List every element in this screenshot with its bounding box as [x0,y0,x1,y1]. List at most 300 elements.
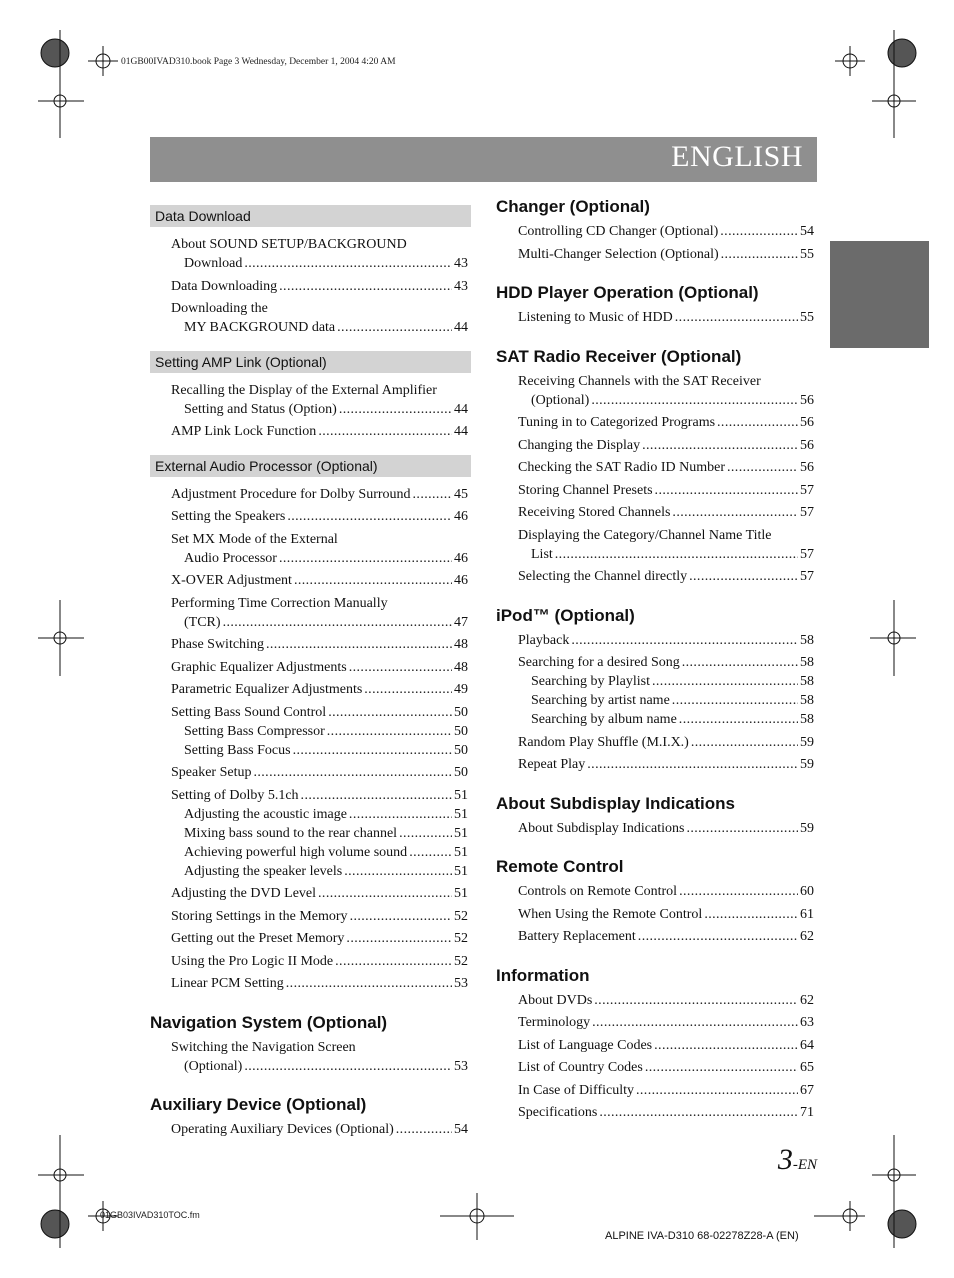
toc-page-number: 50 [454,723,468,739]
dot-leader [642,436,798,455]
toc-entry[interactable] [496,653,816,672]
toc-entry-row [518,991,816,1010]
toc-entry[interactable] [496,991,816,1010]
toc-page-number: 64 [800,1037,814,1053]
dot-leader [655,481,798,500]
toc-entry-row [171,613,471,632]
toc-entry-title: Setting the Speakers [171,509,286,524]
toc-entry-row [518,1036,816,1055]
toc-page-number: 51 [454,806,468,822]
toc-entry-row [171,507,471,526]
toc-entry[interactable] [150,1120,471,1139]
toc-entry-title-cont: Setting and Status (Option) [184,401,337,417]
toc-entry[interactable] [496,905,816,924]
toc-page-number: 57 [800,505,814,520]
toc-page-number: 44 [454,401,468,417]
toc-entry[interactable] [150,571,471,590]
dot-leader [720,222,798,241]
toc-entry-title-cont: List [531,546,553,562]
dot-leader [223,613,452,632]
dot-leader [294,571,452,590]
dot-leader [301,786,452,805]
toc-page-number: 50 [454,742,468,758]
toc-entry[interactable] [150,594,471,632]
toc-entry-title: Controls on Remote Control [518,884,678,899]
toc-page-number: 46 [454,550,468,566]
toc-entry-row [518,436,816,455]
toc-entry[interactable] [496,372,816,410]
toc-entry-row [171,680,471,699]
toc-right-column [496,197,816,1128]
toc-entry-row [171,254,471,273]
toc-entry-row [184,741,471,760]
section-heading: HDD Player Operation (Optional) [496,283,759,302]
toc-page-number: 59 [800,757,814,772]
toc-entry-title-cont: Download [184,256,243,271]
toc-entry-row [184,862,471,881]
toc-entry-row [531,710,816,729]
toc-entry[interactable] [496,413,816,432]
toc-entry-title: Setting Bass Sound Control [171,704,327,720]
toc-entry[interactable] [496,308,816,327]
toc-entry-row [171,907,471,926]
dot-leader [675,308,798,327]
toc-page-number: 51 [454,787,468,803]
toc-page-number: 60 [800,884,814,899]
toc-entry-title: Searching by artist name [531,693,670,708]
toc-entry-list [150,1119,471,1145]
toc-entry-row [531,691,816,710]
toc-entry-title: When Using the Remote Control [518,906,703,922]
section-heading: Setting AMP Link (Optional) [150,351,471,373]
toc-entry-title: Setting Bass Compressor [184,723,325,739]
toc-entry-row [518,819,816,838]
toc-entry-list [150,227,471,343]
toc-entry-row [518,1058,816,1077]
page-number-value: 3 [777,1143,793,1176]
toc-entry[interactable] [496,1058,816,1077]
toc-page-number: 43 [454,256,468,271]
toc-entry[interactable] [150,680,471,699]
toc-entry[interactable] [496,755,816,774]
toc-entry-title: Terminology [518,1015,591,1030]
toc-entry-title-cont: Audio Processor [184,550,277,566]
toc-entry-title: Getting out the Preset Memory [171,931,345,946]
dot-leader [672,503,798,522]
dot-leader [592,1013,798,1032]
dot-leader [654,1036,798,1055]
toc-entry-title: About Subdisplay Indications [518,820,685,836]
toc-entry[interactable] [150,299,471,337]
toc-entry-row [171,1120,471,1139]
toc-page-number: 52 [454,908,468,924]
toc-entry[interactable] [150,1038,471,1076]
toc-entry-row [171,929,471,948]
page-number-suffix: -EN [792,1157,817,1173]
toc-entry-row [518,733,816,752]
dot-leader [293,741,452,760]
toc-entry-row [171,974,471,993]
dot-leader [287,507,452,526]
toc-entry[interactable] [150,635,471,654]
toc-entry[interactable] [150,381,471,419]
toc-page-number: 51 [454,863,468,879]
toc-entry-title: Using the Pro Logic II Mode [171,953,334,969]
toc-entry[interactable] [150,805,471,824]
toc-entry[interactable] [150,974,471,993]
toc-entry[interactable] [496,733,816,752]
toc-entry[interactable] [496,1081,816,1100]
toc-entry-list [150,477,471,999]
toc-entry-row [518,1103,816,1122]
dot-leader [328,703,452,722]
toc-entry-row [518,1081,816,1100]
toc-page-number: 51 [454,825,468,841]
toc-entry[interactable] [496,819,816,838]
toc-entry-row [171,549,471,568]
toc-entry-title: Phase Switching [171,637,264,652]
toc-entry-list [496,307,816,333]
section-heading: Information [496,965,590,985]
toc-page-number: 44 [454,320,468,335]
toc-entry[interactable] [150,763,471,782]
toc-entry-row [171,318,471,337]
toc-entry-title: Adjusting the acoustic image [184,806,347,822]
toc-entry-title: Receiving Channels with the SAT Receiver [518,373,761,389]
toc-entry-title: Data Downloading [171,278,278,294]
toc-entry-row [518,413,816,432]
toc-entry-row [184,805,471,824]
dot-leader [335,952,452,971]
toc-page-number: 71 [800,1105,814,1120]
toc-page-number: 49 [454,682,468,697]
toc-page-number: 48 [454,659,468,675]
dot-leader [346,929,452,948]
toc-entry-row [518,391,816,410]
toc-page-number: 58 [800,693,814,708]
toc-entry-title: Searching by Playlist [531,674,650,689]
dot-leader [253,763,452,782]
toc-entry[interactable] [496,631,816,650]
section-heading: iPod™ (Optional) [496,605,635,625]
toc-page-number: 56 [800,392,814,408]
dot-leader [686,819,798,838]
toc-entry[interactable] [150,530,471,568]
toc-entry-title: Speaker Setup [171,765,252,780]
toc-entry-title: Linear PCM Setting [171,976,284,991]
toc-page-number: 47 [454,614,468,630]
dot-leader [682,653,798,672]
toc-page-number: 67 [800,1082,814,1098]
toc-entry[interactable] [150,703,471,722]
toc-entry-title: Selecting the Channel directly [518,569,688,584]
toc-entry-title: Switching the Navigation Screen [171,1039,356,1055]
toc-page-number: 61 [800,906,814,922]
book-info-line: 01GB00IVAD310.book Page 3 Wednesday, December 1, 2004 4:20 AM [121,57,396,67]
toc-entry-row [184,722,471,741]
dot-leader [244,1057,452,1076]
dot-leader [349,805,452,824]
toc-entry-row [518,458,816,477]
toc-page-number: 57 [800,482,814,498]
dot-leader [571,631,798,650]
toc-page-number: 54 [454,1122,468,1137]
toc-entry-row [518,222,816,241]
dot-leader [727,458,798,477]
toc-entry-row [518,308,816,327]
dot-leader [399,824,452,843]
dot-leader [587,755,798,774]
toc-entry-row [171,1057,471,1076]
toc-entry-row [171,952,471,971]
toc-entry-title: Multi-Changer Selection (Optional) [518,246,719,262]
toc-entry[interactable] [496,882,816,901]
toc-left-column [150,197,471,1145]
toc-entry-row [518,481,816,500]
toc-entry[interactable] [150,741,471,760]
toc-page-number: 52 [454,953,468,969]
toc-entry-title: Parametric Equalizer Adjustments [171,682,363,697]
toc-entry-title: Tuning in to Categorized Programs [518,415,716,430]
section-heading: Remote Control [496,857,624,876]
toc-entry-title: About SOUND SETUP/BACKGROUND [171,237,407,252]
toc-entry-row [171,400,471,419]
dot-leader [409,843,452,862]
toc-entry-title: List of Country Codes [518,1060,643,1075]
dot-leader [339,400,452,419]
toc-entry[interactable] [496,526,816,564]
toc-entry-row [171,422,471,441]
toc-entry[interactable] [150,658,471,677]
banner-title: ENGLISH [671,140,803,173]
toc-entry[interactable] [496,481,816,500]
toc-page-number: 59 [800,734,814,750]
toc-page-number: 50 [454,704,468,720]
toc-entry[interactable] [496,1036,816,1055]
toc-entry-row [184,824,471,843]
toc-entry-row [184,843,471,862]
toc-page-number: 57 [800,546,814,562]
toc-entry[interactable] [150,507,471,526]
toc-entry-title: Playback [518,632,570,648]
toc-page-number: 62 [800,929,814,944]
toc-entry[interactable] [150,422,471,441]
toc-entry-title: Checking the SAT Radio ID Number [518,460,725,475]
toc-entry-title: Performing Time Correction Manually [171,595,388,611]
dot-leader [721,245,798,264]
toc-page-number: 55 [800,246,814,262]
toc-entry-row [518,755,816,774]
toc-entry-title: Battery Replacement [518,929,636,944]
toc-page-number: 57 [800,569,814,584]
toc-entry[interactable] [150,884,471,903]
toc-entry[interactable] [150,485,471,504]
toc-entry-row [171,786,471,805]
toc-entry[interactable] [496,567,816,586]
model-line: ALPINE IVA-D310 68-02278Z28-A (EN) [605,1230,799,1242]
toc-entry-row [518,882,816,901]
toc-entry-title: Set MX Mode of the External [171,531,338,547]
toc-entry-title: Storing Settings in the Memory [171,908,348,924]
dot-leader [318,884,452,903]
toc-entry-row [171,658,471,677]
toc-page-number: 56 [800,415,814,430]
toc-page-number: 46 [454,509,468,524]
toc-entry-list [150,373,471,447]
toc-entry[interactable] [150,277,471,296]
toc-page-number: 44 [454,424,468,439]
dot-leader [591,391,798,410]
toc-entry-title: Searching for a desired Song [518,655,680,670]
dot-leader [337,318,452,337]
toc-entry[interactable] [150,862,471,881]
section-heading: Navigation System (Optional) [150,1012,388,1032]
toc-entry-title: Operating Auxiliary Devices (Optional) [171,1122,394,1137]
toc-entry[interactable] [150,824,471,843]
toc-entry[interactable] [150,722,471,741]
dot-leader [344,862,452,881]
toc-page-number: 58 [800,655,814,670]
section-heading: Data Download [150,205,471,227]
dot-leader [244,254,452,273]
side-index-tab [830,241,929,348]
dot-leader [689,567,798,586]
toc-entry-title-cont: MY BACKGROUND data [184,320,336,335]
toc-page-number: 55 [800,310,814,325]
dot-leader [717,413,798,432]
toc-entry-title: Achieving powerful high volume sound [184,844,408,860]
dot-leader [555,545,798,564]
toc-entry-row [518,905,816,924]
toc-entry-row [518,245,816,264]
toc-entry-title: Specifications [518,1105,598,1120]
toc-entry-row [518,503,816,522]
toc-entry-title: Listening to Music of HDD [518,310,673,325]
toc-entry-row [518,1013,816,1032]
toc-entry[interactable] [150,235,471,273]
toc-entry[interactable] [150,907,471,926]
toc-entry[interactable] [496,436,816,455]
toc-page-number: 50 [454,765,468,780]
dot-leader [266,635,452,654]
toc-entry-row [171,635,471,654]
toc-entry[interactable] [496,1013,816,1032]
toc-entry-row [171,277,471,296]
toc-entry[interactable] [496,245,816,264]
toc-entry[interactable] [150,786,471,805]
dot-leader [599,1103,798,1122]
toc-entry-title: List of Language Codes [518,1037,653,1053]
toc-page-number: 54 [800,224,814,239]
toc-entry-row [171,571,471,590]
toc-entry-title-cont: (TCR) [184,614,221,630]
toc-page-number: 51 [454,886,468,901]
toc-page-number: 59 [800,820,814,836]
dot-leader [413,485,452,504]
toc-entry-row [518,927,816,946]
toc-entry-title: About DVDs [518,992,593,1008]
toc-entry[interactable] [150,843,471,862]
toc-entry-title: X-OVER Adjustment [171,573,292,588]
dot-leader [350,907,452,926]
toc-entry-row [518,567,816,586]
toc-page-number: 56 [800,460,814,475]
toc-page-number: 53 [454,1058,468,1074]
toc-entry-title: Receiving Stored Channels [518,505,671,520]
dot-leader [396,1120,452,1139]
section-heading: About Subdisplay Indications [496,793,735,813]
dot-leader [679,882,798,901]
toc-entry-list [496,371,816,592]
toc-entry[interactable] [496,458,816,477]
dot-leader [672,691,798,710]
toc-entry-title: Setting Bass Focus [184,742,291,758]
toc-page-number: 58 [800,632,814,648]
toc-entry-row [531,672,816,691]
dot-leader [691,733,798,752]
dot-leader [638,927,798,946]
toc-entry-row [171,763,471,782]
toc-entry-title: Adjustment Procedure for Dolby Surround [171,486,411,502]
toc-entry-title: Displaying the Category/Channel Name Title [518,527,772,543]
toc-entry-row [518,631,816,650]
toc-entry[interactable] [496,710,816,729]
dot-leader [364,680,452,699]
toc-page-number: 53 [454,976,468,991]
dot-leader [286,974,452,993]
toc-page-number: 43 [454,278,468,294]
toc-entry[interactable] [496,672,816,691]
toc-entry-title: Storing Channel Presets [518,482,653,498]
toc-entry[interactable] [150,929,471,948]
toc-entry[interactable] [496,222,816,241]
dot-leader [652,672,798,691]
toc-entry-row [518,653,816,672]
toc-page-number: 65 [800,1060,814,1075]
toc-entry-title: Searching by album name [531,712,677,727]
toc-entry[interactable] [496,503,816,522]
toc-entry-title: Graphic Equalizer Adjustments [171,659,347,675]
toc-entry-list [496,221,816,269]
toc-entry-title: Changing the Display [518,437,641,453]
dot-leader [679,710,798,729]
section-heading: SAT Radio Receiver (Optional) [496,346,742,366]
toc-entry[interactable] [496,691,816,710]
toc-entry-title: Controlling CD Changer (Optional) [518,224,719,239]
page-number [778,1143,817,1177]
toc-entry-title: Repeat Play [518,757,586,772]
dot-leader [704,905,798,924]
toc-entry-title: Mixing bass sound to the rear channel [184,825,398,841]
toc-entry-title: Recalling the Display of the External Amplifier [171,382,437,398]
section-heading: Changer (Optional) [496,197,650,216]
section-heading: Auxiliary Device (Optional) [150,1095,367,1114]
toc-page-number: 58 [800,712,814,727]
toc-entry[interactable] [150,952,471,971]
toc-entry-row [171,485,471,504]
toc-page-number: 48 [454,637,468,652]
toc-page-number: 56 [800,437,814,453]
toc-entry-row [518,545,816,564]
toc-entry-list [496,881,816,952]
toc-entry-row [171,884,471,903]
section-heading: External Audio Processor (Optional) [150,455,471,477]
toc-entry[interactable] [496,1103,816,1122]
toc-entry[interactable] [496,927,816,946]
dot-leader [279,549,452,568]
toc-entry-list [496,630,816,780]
dot-leader [594,991,798,1010]
